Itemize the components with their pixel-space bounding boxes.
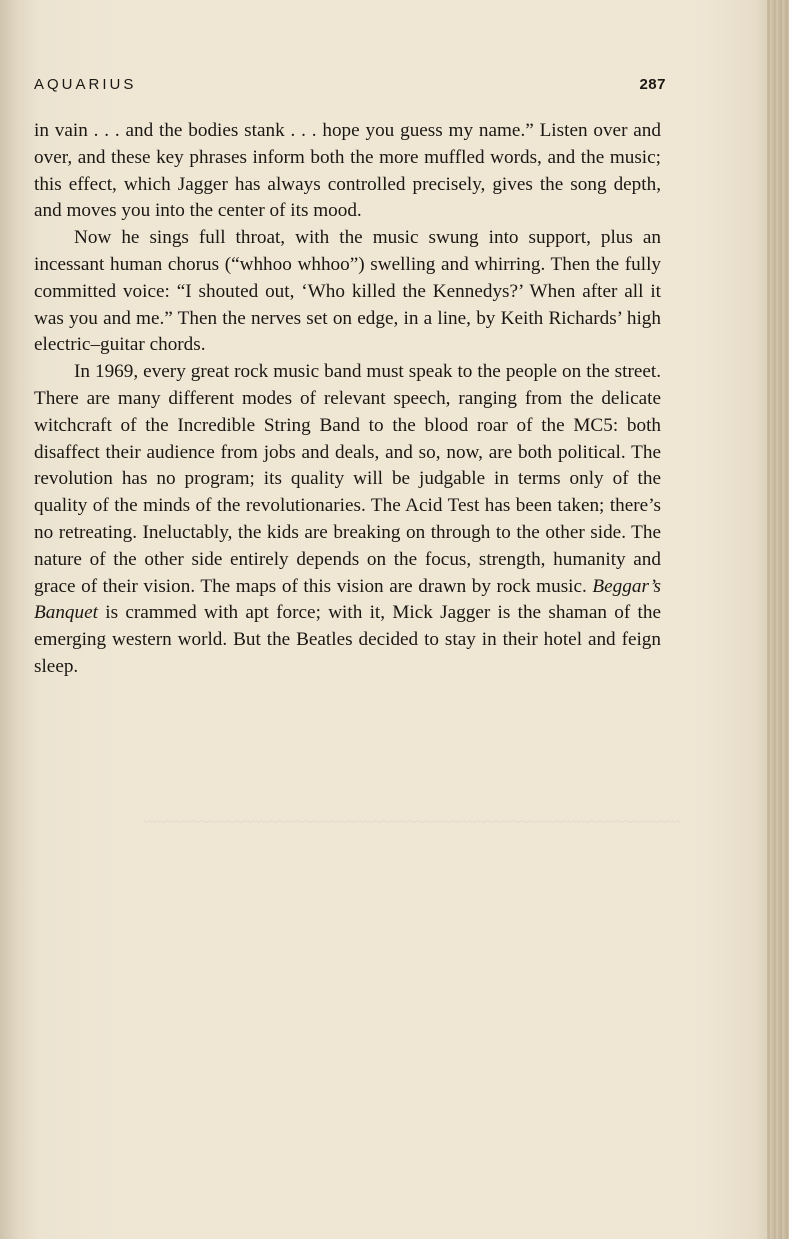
page-number: 287 xyxy=(639,76,666,93)
running-head: AQUARIUS xyxy=(34,76,137,93)
show-through-from-reverse-page: ~~~~~~~~~~~~~~~~~~~~~~~~~~~~~~~~~~~~~~~~~~~~~~~~~~~~~~~~~~~~~~ xyxy=(143,814,680,831)
page-gutter-edge xyxy=(767,0,789,1239)
album-title: Beggar’s Banquet xyxy=(34,575,662,624)
paragraph-3 xyxy=(34,359,661,681)
paragraph-2: Now he sings full throat, with the music swung into support, plus an incessant human chorus (“whhoo whhoo”) swelling and whirring. Then the fully committed voice: “I shouted out, ‘Who killed the Kennedys?’ When after all it was you and me.” Then the nerves set on edge, in a line, by Keith Richards’ high electric–guitar chords. xyxy=(34,227,661,356)
paragraph-3-text-a: In 1969, every great rock music band must speak to the people on the street. There are many different modes of relevant speech, ranging from the delicate witchcraft of the Incredible String Band to the blood roar of the MC5: both disaffect their audience from jobs and deals, and so, now, are both political. The revolution has no program; its quality will be judgable in terms only of the quality of the minds of the revolutionaries. The Acid Test has been taken; there’s no retreating. Ineluctably, the kids are breaking on through to the other side. The nature of the other side entirely depends on the focus, strength, humanity and grace of their vision. The maps of this vision are drawn by rock music. xyxy=(34,361,661,597)
page-header xyxy=(34,76,666,100)
paragraph-3-text-b: is crammed with apt force; with it, Mick Jagger is the shaman of the emerging western world. But the Beatles decided to stay in their hotel and feign sleep. xyxy=(34,602,661,677)
body-text xyxy=(34,118,661,681)
paragraph-1: in vain . . . and the bodies stank . . . hope you guess my name.” Listen over and over, and these key phrases inform both the more muffled words, and the music; this effect, which Jagger has always controlled precisely, gives the song depth, and moves you into the center of its mood. xyxy=(34,120,661,222)
